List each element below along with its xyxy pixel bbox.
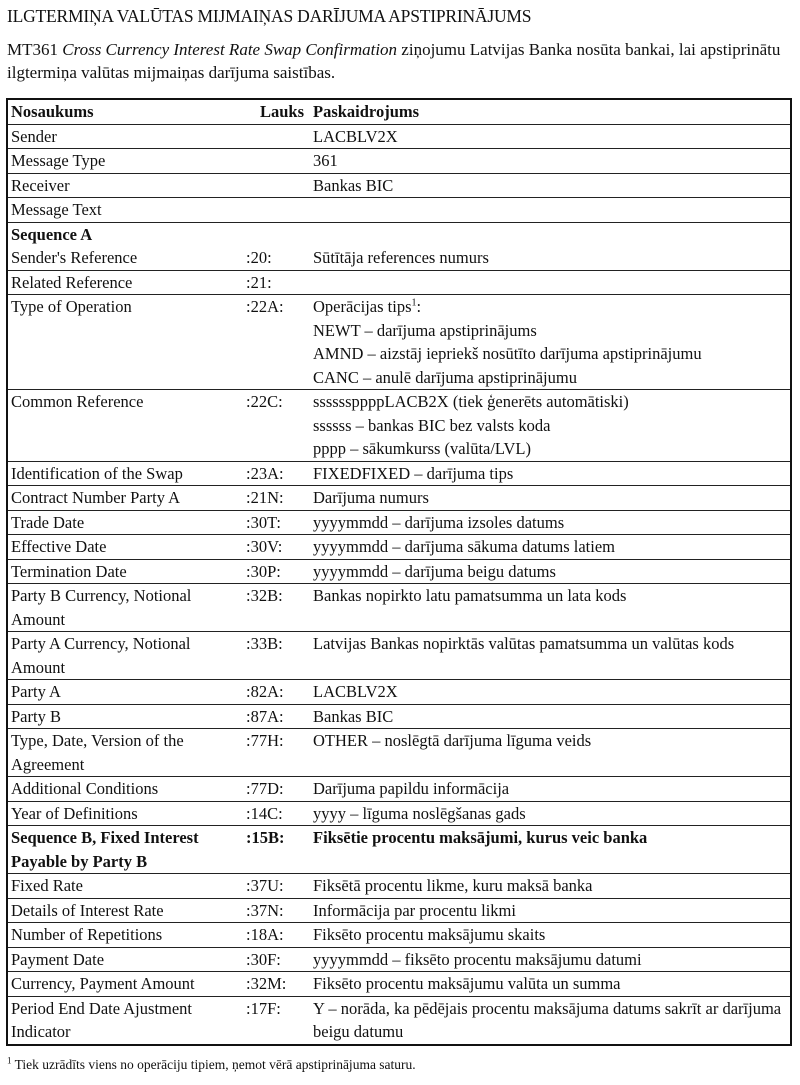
field-description bbox=[310, 704, 791, 729]
field-tag bbox=[243, 173, 310, 198]
section-heading: Sequence A bbox=[11, 224, 93, 244]
intro-paragraph bbox=[7, 38, 797, 84]
field-tag-text: :32M: bbox=[246, 974, 287, 993]
field-name-text: Related Reference bbox=[11, 272, 133, 292]
table-row bbox=[7, 898, 791, 923]
description-line: Sūtītāja references numurs bbox=[313, 248, 489, 267]
description-line: FIXEDFIXED – darījuma tips bbox=[313, 463, 514, 483]
field-tag-text: :77H: bbox=[246, 731, 284, 750]
field-description bbox=[310, 923, 791, 948]
footnote-text: Tiek uzrādīts viens no operāciju tipiem, ņemot vērā apstiprinājuma saturu. bbox=[14, 1057, 416, 1072]
field-name-text: Sequence B, Fixed Interest Payable by Party B bbox=[11, 828, 199, 871]
field-spec-table bbox=[6, 98, 792, 1046]
table-row bbox=[7, 461, 791, 486]
description-line: LACBLV2X bbox=[313, 682, 398, 701]
table-row bbox=[7, 535, 791, 560]
field-name-text: Type of Operation bbox=[11, 297, 132, 316]
description-line: Darījuma numurs bbox=[313, 488, 429, 507]
field-name bbox=[7, 729, 243, 777]
description-line: Informācija par procentu likmi bbox=[313, 900, 516, 920]
field-name bbox=[7, 704, 243, 729]
field-tag bbox=[243, 222, 310, 270]
field-tag bbox=[243, 680, 310, 705]
field-description bbox=[310, 584, 791, 632]
field-tag-text: :30F: bbox=[246, 949, 281, 969]
table-row bbox=[7, 826, 791, 874]
field-name bbox=[7, 680, 243, 705]
field-name-text: Party B bbox=[11, 706, 61, 726]
field-tag-text: :20: bbox=[246, 248, 272, 267]
table-header-row bbox=[7, 99, 791, 124]
field-description bbox=[310, 559, 791, 584]
field-tag bbox=[243, 972, 310, 997]
field-name-text: Termination Date bbox=[11, 561, 127, 581]
field-tag-text: :23A: bbox=[246, 463, 284, 483]
description-line: Fiksēto procentu maksājumu skaits bbox=[313, 925, 546, 944]
field-name bbox=[7, 295, 243, 390]
field-name-text: Message Text bbox=[11, 200, 102, 219]
field-name-text: Identification of the Swap bbox=[11, 463, 183, 483]
field-tag-text: :37N: bbox=[246, 900, 284, 920]
field-tag bbox=[243, 486, 310, 511]
table-row bbox=[7, 510, 791, 535]
description-line: NEWT – darījuma apstiprinājums bbox=[313, 320, 537, 340]
field-tag-text: :87A: bbox=[246, 706, 284, 726]
field-name-text: Type, Date, Version of the Agreement bbox=[11, 731, 184, 774]
field-name-text: Year of Definitions bbox=[11, 803, 138, 823]
field-description bbox=[310, 149, 791, 174]
field-name-text: Party B Currency, Notional Amount bbox=[11, 586, 192, 629]
description-line: yyyymmdd – fiksēto procentu maksājumu datumi bbox=[313, 949, 642, 969]
description-line: LACBLV2X bbox=[313, 126, 398, 146]
field-tag bbox=[243, 559, 310, 584]
description-line: yyyy – līguma noslēgšanas gads bbox=[313, 803, 526, 823]
field-description bbox=[310, 270, 791, 295]
description-line: Darījuma papildu informācija bbox=[313, 779, 510, 798]
field-tag bbox=[243, 461, 310, 486]
field-name bbox=[7, 923, 243, 948]
field-description bbox=[310, 535, 791, 560]
field-name bbox=[7, 874, 243, 899]
table-row bbox=[7, 149, 791, 174]
field-tag bbox=[243, 198, 310, 223]
field-tag bbox=[243, 777, 310, 802]
description-line: AMND – aizstāj iepriekš nosūtīto darījuma apstiprinājumu bbox=[313, 344, 702, 363]
description-line: OTHER – noslēgtā darījuma līguma veids bbox=[313, 731, 592, 750]
field-tag-text: :30V: bbox=[246, 537, 283, 556]
field-tag-text: :21: bbox=[246, 272, 272, 292]
description-line: ssssssppppLACB2X (tiek ģenerēts automātiski) bbox=[313, 392, 629, 411]
field-name-text: Party A Currency, Notional Amount bbox=[11, 634, 191, 677]
field-name bbox=[7, 486, 243, 511]
header-field: Lauks bbox=[243, 99, 310, 124]
field-name bbox=[7, 390, 243, 462]
field-tag-text: :15B: bbox=[246, 828, 285, 847]
field-name bbox=[7, 632, 243, 680]
header-name: Nosaukums bbox=[7, 99, 243, 124]
description-line: CANC – anulē darījuma apstiprinājumu bbox=[313, 367, 577, 387]
field-description bbox=[310, 874, 791, 899]
field-tag bbox=[243, 270, 310, 295]
description-line: Fiksētā procentu likme, kuru maksā banka bbox=[313, 876, 593, 895]
field-name bbox=[7, 972, 243, 997]
intro-suffix: ziņojumu Latvijas Banka nosūta bankai, lai apstiprinātu ilgtermiņa valūtas mijmaiņas darījuma saistības. bbox=[7, 40, 781, 82]
field-tag-text: :33B: bbox=[246, 634, 283, 653]
field-name bbox=[7, 222, 243, 270]
field-description bbox=[310, 461, 791, 486]
field-tag-text: :30P: bbox=[246, 561, 281, 581]
description-line: Fiksētie procentu maksājumi, kurus veic banka bbox=[313, 828, 648, 847]
description-line: Bankas BIC bbox=[313, 175, 394, 195]
field-name bbox=[7, 801, 243, 826]
field-name-text: Details of Interest Rate bbox=[11, 900, 164, 920]
table-row bbox=[7, 124, 791, 149]
field-tag-text: :22C: bbox=[246, 392, 283, 411]
intro-message-name: Cross Currency Interest Rate Swap Confirmation bbox=[62, 40, 398, 59]
table-row bbox=[7, 680, 791, 705]
field-description bbox=[310, 632, 791, 680]
table-row bbox=[7, 923, 791, 948]
field-name bbox=[7, 898, 243, 923]
field-description bbox=[310, 510, 791, 535]
field-tag bbox=[243, 996, 310, 1045]
field-tag-text: :22A: bbox=[246, 297, 284, 316]
field-name bbox=[7, 198, 243, 223]
field-name bbox=[7, 826, 243, 874]
description-line: pppp – sākumkurss (valūta/LVL) bbox=[313, 439, 531, 458]
table-row bbox=[7, 173, 791, 198]
field-tag-text: :37U: bbox=[246, 876, 284, 895]
table-row bbox=[7, 198, 791, 223]
description-line: Bankas nopirkto latu pamatsumma un lata kods bbox=[313, 586, 627, 605]
field-name-text: Sender's Reference bbox=[11, 248, 138, 267]
table-row bbox=[7, 584, 791, 632]
table-row bbox=[7, 801, 791, 826]
field-tag bbox=[243, 704, 310, 729]
field-name-text: Number of Repetitions bbox=[11, 925, 163, 944]
table-row bbox=[7, 486, 791, 511]
field-name bbox=[7, 584, 243, 632]
description-line: Latvijas Bankas nopirktās valūtas pamatsumma un valūtas kods bbox=[313, 634, 735, 653]
field-description bbox=[310, 390, 791, 462]
field-name-text: Party A bbox=[11, 682, 61, 701]
table-row bbox=[7, 874, 791, 899]
table-row bbox=[7, 947, 791, 972]
field-description bbox=[310, 801, 791, 826]
description-line: yyyymmdd – darījuma beigu datums bbox=[313, 561, 556, 581]
table-row bbox=[7, 270, 791, 295]
description-line: Fiksēto procentu maksājumu valūta un summa bbox=[313, 974, 621, 993]
description-line: yyyymmdd – darījuma sākuma datums latiem bbox=[313, 537, 615, 556]
field-name bbox=[7, 535, 243, 560]
field-tag-text: :77D: bbox=[246, 779, 284, 798]
field-description bbox=[310, 222, 791, 270]
field-tag-text: :21N: bbox=[246, 488, 284, 507]
field-tag bbox=[243, 729, 310, 777]
footnote-ref: 1 bbox=[411, 297, 417, 309]
field-description bbox=[310, 198, 791, 223]
field-description bbox=[310, 996, 791, 1045]
field-name bbox=[7, 461, 243, 486]
field-description bbox=[310, 826, 791, 874]
field-name-text: Sender bbox=[11, 126, 57, 146]
field-name-text: Fixed Rate bbox=[11, 876, 83, 895]
description-line: yyyymmdd – darījuma izsoles datums bbox=[313, 512, 565, 532]
field-name-text: Common Reference bbox=[11, 392, 144, 411]
field-name bbox=[7, 510, 243, 535]
footnote bbox=[7, 1057, 416, 1073]
table-row bbox=[7, 729, 791, 777]
description-line: Operācijas tips$^1$: bbox=[313, 297, 422, 316]
field-name bbox=[7, 124, 243, 149]
field-tag bbox=[243, 535, 310, 560]
field-tag bbox=[243, 124, 310, 149]
field-name-text: Period End Date Ajustment Indicator bbox=[11, 998, 193, 1041]
field-name bbox=[7, 149, 243, 174]
table-row bbox=[7, 390, 791, 462]
table-row bbox=[7, 632, 791, 680]
field-tag bbox=[243, 947, 310, 972]
field-tag bbox=[243, 898, 310, 923]
table-row bbox=[7, 559, 791, 584]
intro-prefix: MT361 bbox=[7, 40, 63, 59]
field-description bbox=[310, 295, 791, 390]
field-name-text: Trade Date bbox=[11, 512, 85, 532]
field-tag bbox=[243, 874, 310, 899]
field-tag bbox=[243, 801, 310, 826]
footnote-marker: 1 bbox=[7, 1055, 12, 1066]
field-description bbox=[310, 486, 791, 511]
document-title: ILGTERMIŅA VALŪTAS MIJMAIŅAS DARĪJUMA APSTIPRINĀJUMS bbox=[7, 6, 532, 26]
table-row bbox=[7, 972, 791, 997]
field-description bbox=[310, 972, 791, 997]
field-name-text: Receiver bbox=[11, 175, 70, 195]
description-line: ssssss – bankas BIC bez valsts koda bbox=[313, 415, 551, 435]
table-row bbox=[7, 996, 791, 1045]
field-tag bbox=[243, 632, 310, 680]
field-tag-text: :32B: bbox=[246, 586, 283, 605]
field-name-text: Effective Date bbox=[11, 537, 107, 556]
field-tag bbox=[243, 923, 310, 948]
description-line: 361 bbox=[313, 151, 338, 170]
description-line bbox=[313, 198, 790, 222]
field-name-text: Currency, Payment Amount bbox=[11, 974, 195, 993]
field-description bbox=[310, 124, 791, 149]
field-tag bbox=[243, 584, 310, 632]
description-line: Bankas BIC bbox=[313, 706, 394, 726]
field-description bbox=[310, 729, 791, 777]
field-name bbox=[7, 173, 243, 198]
table-row bbox=[7, 777, 791, 802]
field-description bbox=[310, 947, 791, 972]
field-name bbox=[7, 270, 243, 295]
field-name-text: Additional Conditions bbox=[11, 779, 159, 798]
description-line: Y – norāda, ka pēdējais procentu maksājuma datums sakrīt ar darījuma beigu datumu bbox=[313, 998, 782, 1041]
field-tag-text: :18A: bbox=[246, 925, 284, 944]
field-tag bbox=[243, 149, 310, 174]
field-name bbox=[7, 777, 243, 802]
field-name-text: Message Type bbox=[11, 151, 106, 170]
field-description bbox=[310, 680, 791, 705]
description-line bbox=[313, 271, 790, 295]
field-tag-text: :30T: bbox=[246, 512, 281, 532]
field-description bbox=[310, 173, 791, 198]
field-name-text: Payment Date bbox=[11, 949, 105, 969]
field-tag bbox=[243, 390, 310, 462]
field-name bbox=[7, 947, 243, 972]
field-tag bbox=[243, 826, 310, 874]
header-description: Paskaidrojums bbox=[310, 99, 791, 124]
field-tag-text: :82A: bbox=[246, 682, 284, 701]
field-name bbox=[7, 996, 243, 1045]
table-row bbox=[7, 295, 791, 390]
field-description bbox=[310, 777, 791, 802]
field-tag-text: :17F: bbox=[246, 998, 281, 1018]
field-tag-text: :14C: bbox=[246, 803, 283, 823]
table-row bbox=[7, 222, 791, 270]
field-description bbox=[310, 898, 791, 923]
field-name bbox=[7, 559, 243, 584]
field-tag bbox=[243, 510, 310, 535]
table-row bbox=[7, 704, 791, 729]
field-tag bbox=[243, 295, 310, 390]
field-name-text: Contract Number Party A bbox=[11, 488, 181, 507]
